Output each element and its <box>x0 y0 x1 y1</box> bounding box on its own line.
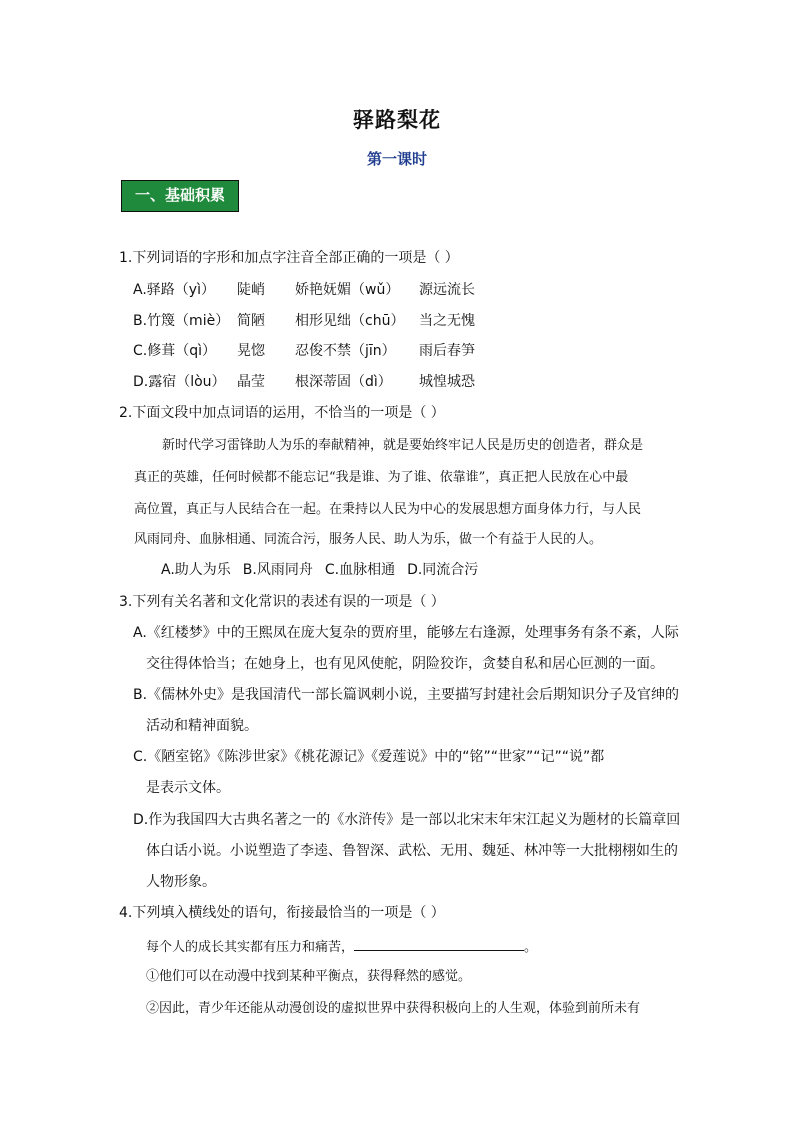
option-part: 忍俊不禁（jīn） <box>295 343 396 359</box>
lesson-subtitle: 第一课时 <box>366 150 427 168</box>
option-part: 源远流长 <box>419 282 475 298</box>
lead-end: 。 <box>524 940 538 955</box>
option-part: 当之无愧 <box>419 313 475 329</box>
option-part: 根深蒂固（dì） <box>295 374 392 390</box>
question-1-option-c <box>133 342 475 360</box>
question-3-option-d-cont: 体白话小说。小说塑造了李逵、鲁智深、武松、无用、魏延、林冲等一大批栩栩如生的 <box>146 843 678 859</box>
question-3-stem: 3.下列有关名著和文化常识的表述有误的一项是（ ） <box>119 594 445 610</box>
lead-text: 每个人的成长其实都有压力和痛苦， <box>146 940 355 955</box>
question-2-options <box>161 561 490 579</box>
passage-line: 新时代学习雷锋助人为乐的奉献精神，就是要始终牢记人民是历史的创造者，群众是 <box>162 438 644 453</box>
question-3-option-a: A.《红楼梦》中的王熙凤在庞大复杂的贾府里，能够左右逢源，处理事务有条不紊，人际 <box>133 625 679 641</box>
question-3-option-b: B.《儒林外史》是我国清代一部长篇讽刺小说，主要描写封建社会后期知识分子及官绅的 <box>133 687 680 703</box>
question-4-sentence-2: ②因此，青少年还能从动漫创设的虚拟世界中获得积极向上的人生观，体验到前所未有 <box>146 1001 641 1016</box>
option-part: 相形见绌（chū） <box>295 313 405 329</box>
question-1-option-a <box>133 281 475 299</box>
option-part: 晶莹 <box>237 374 265 390</box>
question-3-option-c-cont: 是表示文体。 <box>146 780 230 796</box>
question-4-sentence-1: ①他们可以在动漫中找到某种平衡点，获得释然的感觉。 <box>146 969 472 984</box>
question-3-option-d: D.作为我国四大古典名著之一的《水浒传》是一部以北宋末年宋江起义为题材的长篇章回 <box>133 812 681 828</box>
passage-line: 真正的英雄，任何时候都不能忘记“我是谁、为了谁、依靠谁”，真正把人民放在心中最 <box>134 470 629 485</box>
question-3-option-c: C.《陋室铭》《陈涉世家》《桃花源记》《爱莲说》中的“铭”“世家”“记”“说”都 <box>133 749 605 765</box>
question-2-option-b: B.风雨同舟 <box>242 562 313 578</box>
question-2-option-d: D.同流合污 <box>407 562 479 578</box>
option-part: D.露宿（lòu） <box>133 374 226 390</box>
option-part: 晃惚 <box>237 343 265 359</box>
option-part: 陡峭 <box>237 282 265 298</box>
option-part: B.竹篾（miè） <box>133 313 230 329</box>
question-4-lead <box>146 937 537 957</box>
option-part: 雨后春笋 <box>419 343 475 359</box>
question-1-stem: 1.下列词语的字形和加点字注音全部正确的一项是（ ） <box>119 250 459 266</box>
option-part: 简陋 <box>237 313 265 329</box>
question-2-stem: 2.下面文段中加点词语的运用，不恰当的一项是（ ） <box>119 405 445 421</box>
question-3-option-d-cont: 人物形象。 <box>146 874 216 890</box>
question-2-option-c: C.血脉相通 <box>324 562 396 578</box>
option-part: 城惶城恐 <box>419 374 475 390</box>
option-part: C.修葺（qì） <box>133 343 217 359</box>
option-part: A.驿路（yì） <box>133 282 215 298</box>
passage-line: 高位置，真正与人民结合在一起。在秉持以人民为中心的发展思想方面身体力行，与人民 <box>134 502 642 517</box>
section-heading-basics: 一、基础积累 <box>121 180 239 212</box>
page-title: 驿路梨花 <box>353 108 441 132</box>
question-3-option-b-cont: 活动和精神面貌。 <box>146 718 258 734</box>
passage-line: 风雨同舟、血脉相通、同流合污，服务人民、助人为乐，做一个有益于人民的人。 <box>134 532 603 547</box>
question-1-option-d <box>133 373 475 391</box>
question-3-option-a-cont: 交往得体恰当；在她身上，也有见风使舵，阴险狡诈，贪婪自私和居心叵测的一面。 <box>146 656 664 672</box>
answer-blank[interactable] <box>354 937 524 951</box>
question-1-option-b <box>133 312 475 330</box>
question-2-option-a: A.助人为乐 <box>161 562 231 578</box>
question-4-stem: 4.下列填入横线处的语句，衔接最恰当的一项是（ ） <box>119 905 445 921</box>
option-part: 娇艳妩媚（wǔ） <box>295 282 400 298</box>
